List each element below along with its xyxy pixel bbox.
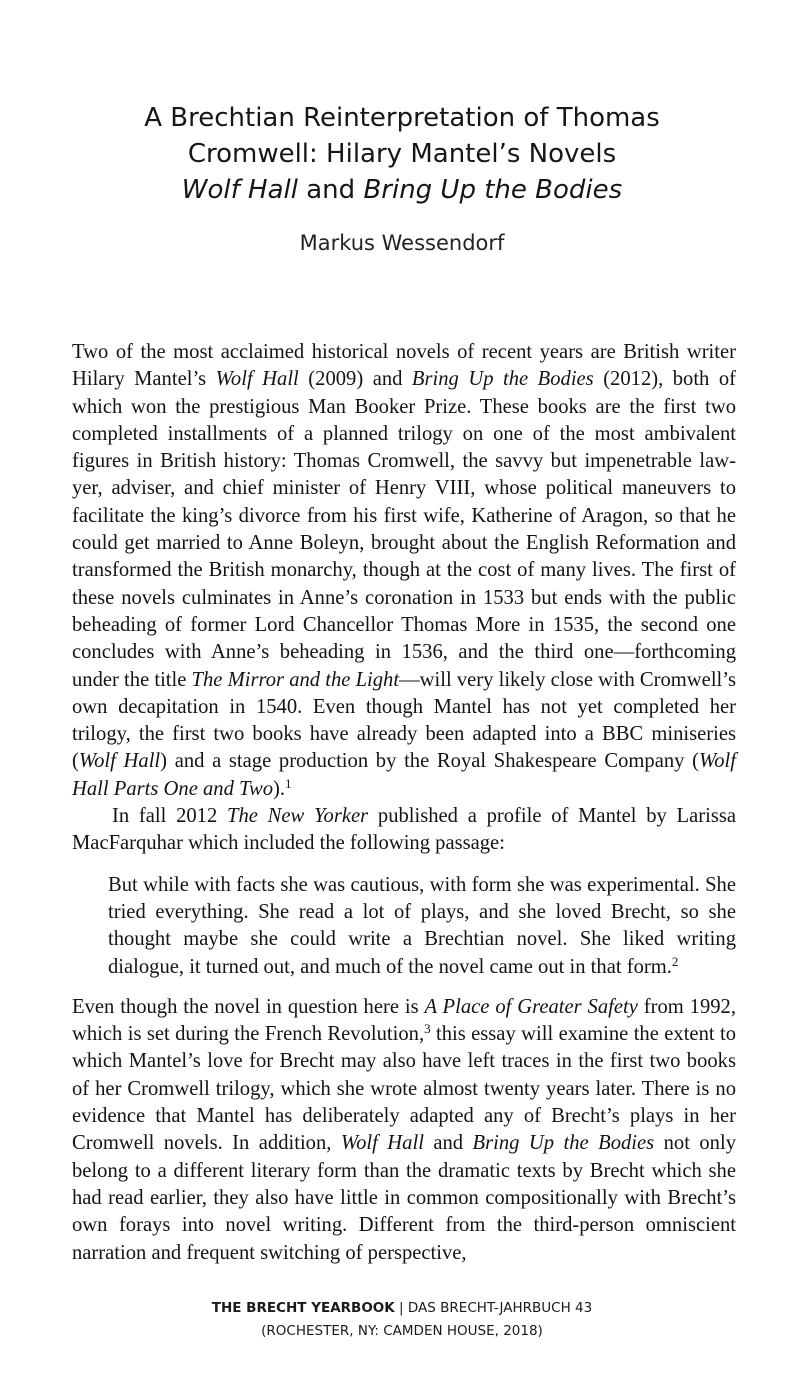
quote-text: But while with facts she was cautious, with form she was experimental. She tried everything. She read a lot of plays, and she loved Brecht, so she thought maybe she could write a Brechtian novel. She liked writing dialogue, it turned out, and much of the novel came out in that form. [108, 873, 736, 978]
italic-run: Bring Up the Bodies [411, 368, 594, 391]
italic-run: Wolf Hall Parts One and Two [72, 750, 736, 800]
footnote-marker-3[interactable]: 3 [424, 1021, 431, 1037]
footer-journal-line [0, 1297, 804, 1320]
text-run: Even though the novel in question here is [72, 995, 425, 1018]
text-run: published a profile of Mantel by Larissa MacFarquhar which included the following passage: [72, 805, 736, 855]
title-and: and [297, 175, 364, 205]
paragraph-2 [72, 803, 736, 858]
text-run: (2009) and [298, 368, 412, 391]
italic-run: The Mirror and the Light [191, 668, 400, 691]
page-footer [0, 1297, 804, 1343]
paragraph-3 [72, 994, 736, 1267]
text-run: In fall 2012 [112, 805, 227, 828]
text-run: not only belong to a different literary form than the dramatic texts by Brecht which she had read earlier, they also have little in common compositionally with Brecht’s own forays into novel writing. Different from the third-person omniscient narration and frequent switching of perspective, [72, 1132, 736, 1264]
text-run: —will very likely close with Cromwell’s own decapitation in 1540. Even though Mantel has not yet completed her trilogy, the first two books have already been adapted into a BBC miniseries ( [72, 668, 736, 773]
footnote-marker-1[interactable]: 1 [285, 775, 292, 791]
italic-run: Wolf Hall [340, 1132, 424, 1155]
title-line-2: Cromwell: Hilary Mantel’s Novels [187, 139, 617, 169]
journal-name-german: DAS BRECHT-JAHRBUCH 43 [407, 1300, 593, 1316]
title-italic-bring-up-the-bodies: Bring Up the Bodies [363, 175, 623, 205]
title-italic-wolf-hall: Wolf Hall [181, 175, 298, 205]
footer-publisher-line: (ROCHESTER, NY: CAMDEN HOUSE, 2018) [261, 1323, 543, 1339]
article-title [0, 100, 804, 208]
text-run: Two of the most acclaimed historical novels of recent years are British writer Hilary Mantel’s [72, 341, 736, 391]
italic-run: Wolf Hall [215, 368, 299, 391]
text-run: ) and a stage production by the Royal Shakespeare Company ( [160, 750, 699, 773]
text-run: (2012), both of which won the prestigious Man Booker Prize. These books are the first two completed installments of a planned trilogy on one of the most ambivalent figures in British history: Thomas Cromwell, the savvy but impenetrable lawyer, adviser, and chief minister of Henry VIII, whose political maneuvers to facilitate the king’s divorce from his first wife, Katherine of Aragon, so that he could get married to Anne Boleyn, brought about the English Reformation and transformed the British monarchy, though at the cost of many lives. The first of these novels culminates in Anne’s coronation in 1533 but ends with the public beheading of former Lord Chancellor Thomas More in 1535, the second one concludes with Anne’s beheading in 1536, and the third one—forthcoming under the title [72, 368, 737, 691]
text-run: and [423, 1132, 473, 1155]
author-name: Markus Wessendorf [299, 231, 505, 255]
italic-run: Wolf Hall [78, 750, 161, 773]
footer-separator: | [394, 1300, 408, 1316]
text-run: ). [273, 777, 286, 800]
text-run: this essay will examine the extent to which Mantel’s love for Brecht may also have left traces in the first two books of her Cromwell trilogy, which she wrote almost twenty years later. There is no evidence that Mantel has deliberately adapted any of Brecht’s plays in her Cromwell novels. In addition, [72, 1023, 736, 1155]
text-run: from 1992, which is set during the French Revolution, [72, 995, 736, 1046]
italic-run: Bring Up the Bodies [472, 1132, 655, 1155]
article-body [72, 339, 736, 1267]
paragraph-1 [72, 339, 736, 803]
footnote-marker-2[interactable]: 2 [671, 953, 679, 969]
italic-run: The New Yorker [227, 805, 369, 828]
italic-run: A Place of Greater Safety [424, 995, 638, 1018]
title-line-3 [0, 172, 804, 208]
title-line-1: A Brechtian Reinterpretation of Thomas [144, 103, 660, 133]
block-quote [108, 872, 736, 981]
journal-name: THE BRECHT YEARBOOK [211, 1300, 395, 1316]
